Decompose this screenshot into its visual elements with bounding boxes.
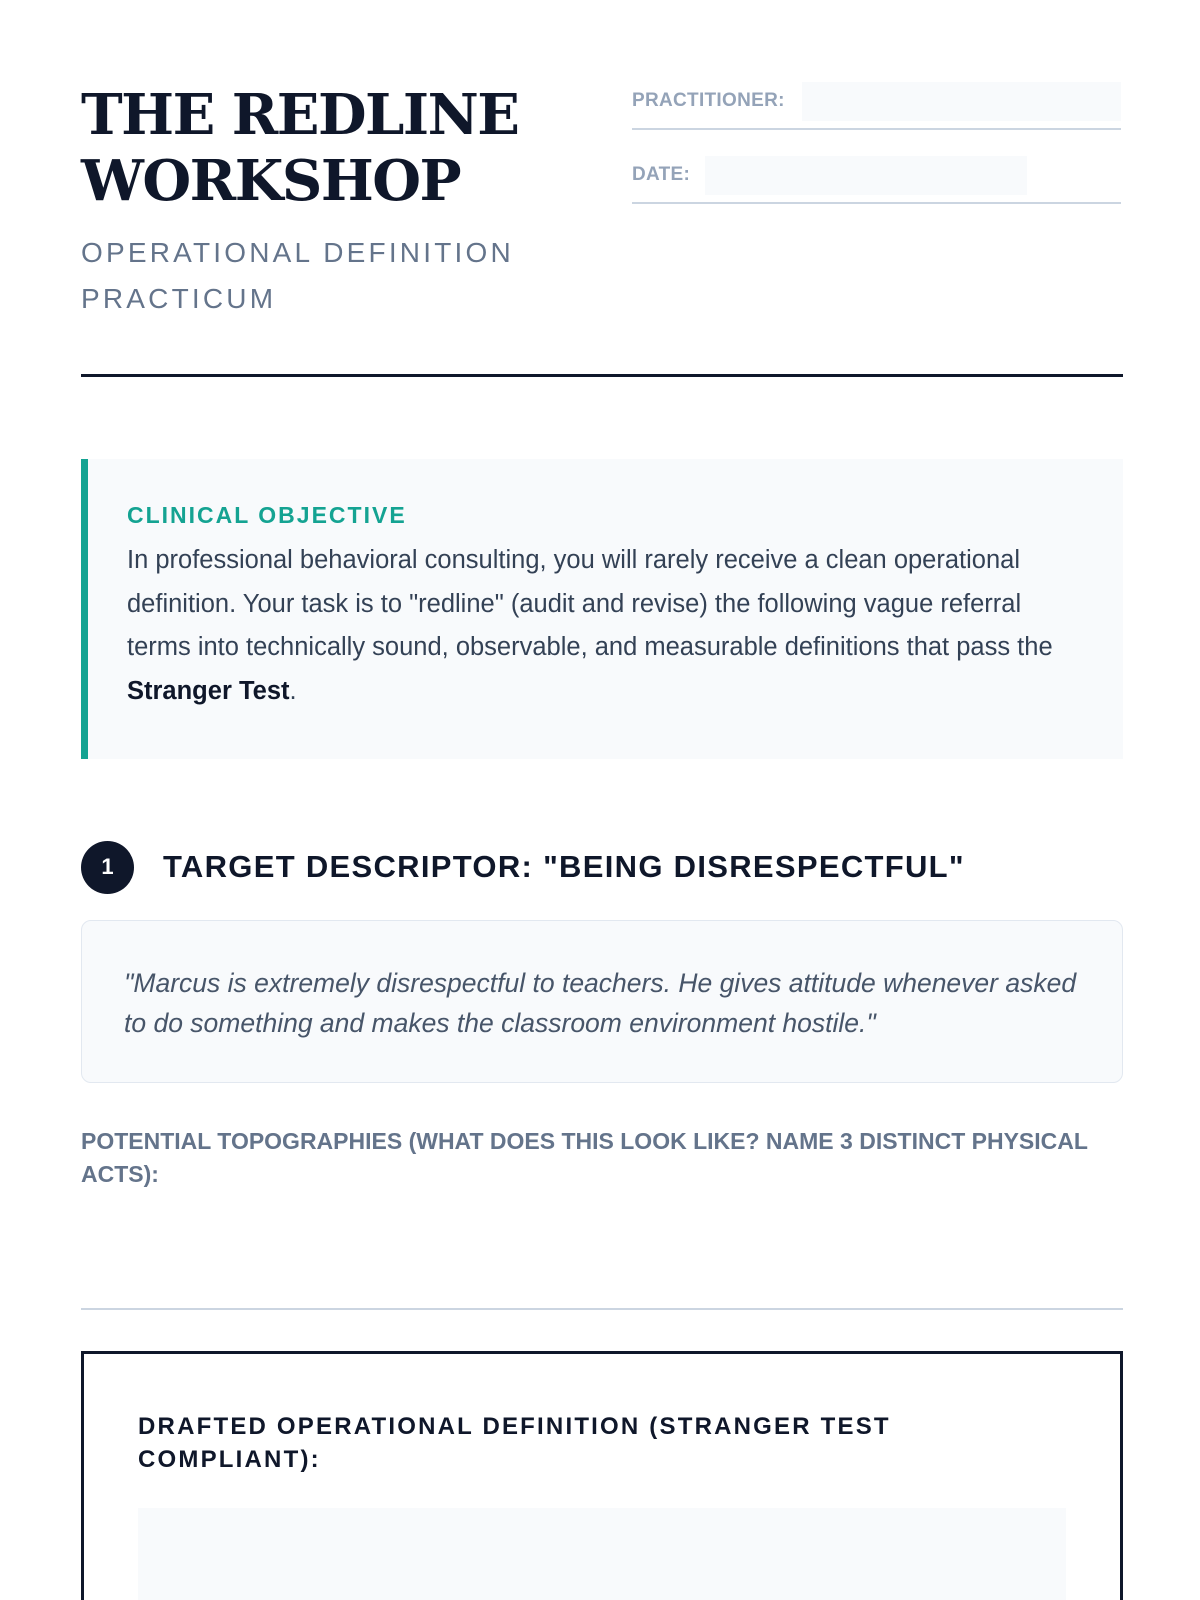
title-line-1: THE REDLINE (81, 82, 519, 148)
subtitle-line-2: PRACTICUM (81, 283, 277, 314)
drafted-definition-input[interactable] (138, 1508, 1066, 1600)
objective-text-end: . (289, 676, 297, 705)
practitioner-field-row (632, 82, 1121, 130)
date-field-row (632, 156, 1121, 204)
objective-text: In professional behavioral consulting, you will rarely receive a clean operational definition. Your task is to "redline" (audit and revise) the following vague referral terms into technically sound, observable, and measurable definitions that pass the (127, 546, 1053, 661)
worksheet-header (81, 82, 1121, 322)
practitioner-label: PRACTITIONER: (632, 90, 785, 111)
section-number-badge: 1 (81, 841, 134, 894)
date-input[interactable] (705, 156, 1027, 195)
practitioner-input[interactable] (802, 82, 1121, 121)
section-1-header (81, 840, 965, 894)
clinical-objective-callout (81, 459, 1123, 759)
date-label: DATE: (632, 164, 691, 185)
objective-emphasis: Stranger Test (127, 676, 290, 705)
draft-label: DRAFTED OPERATIONAL DEFINITION (STRANGER TEST COMPLIANT): (138, 1413, 891, 1473)
referral-quote: "Marcus is extremely disrespectful to teachers. He gives attitude whenever asked to do something and makes the classroom environment hostile." (81, 920, 1123, 1083)
header-divider (81, 374, 1123, 377)
page-title (81, 82, 601, 214)
objective-body (127, 539, 1083, 713)
topographies-response-area[interactable] (81, 1195, 1123, 1310)
title-line-2: WORKSHOP (81, 148, 461, 214)
header-fields (632, 82, 1121, 230)
objective-heading: CLINICAL OBJECTIVE (127, 502, 407, 528)
page-subtitle (81, 230, 601, 322)
subtitle-line-1: OPERATIONAL DEFINITION (81, 237, 514, 268)
topographies-prompt: POTENTIAL TOPOGRAPHIES (WHAT DOES THIS LOOK LIKE? NAME 3 DISTINCT PHYSICAL ACTS): (81, 1128, 1088, 1187)
drafted-definition-box (81, 1351, 1123, 1600)
section-title: TARGET DESCRIPTOR: "BEING DISRESPECTFUL" (163, 849, 965, 884)
